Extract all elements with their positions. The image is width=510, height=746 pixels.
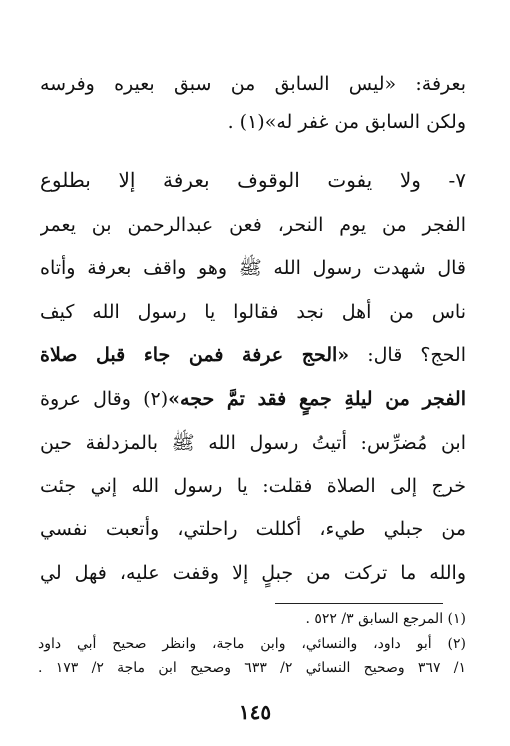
body-line-10: خرج إلى الصلاة فقلت: يا رسول الله إني جئت [40, 475, 466, 497]
body-line-1: بعرفة: «ليس السابق من سبق بعيره وفرسه [40, 73, 466, 95]
body-line-9: ابن مُضرِّس: أتيتُ رسول الله ﷺ بالمزدلفة حين [40, 432, 466, 454]
page-number: ١٤٥ [238, 700, 272, 724]
body-line-4: الفجر من يوم النحر، فعن عبدالرحمن بن يعمر [40, 214, 466, 236]
footnote-2-continued: ١/ ٣٦٧ وصحيح النسائي ٢/ ٦٣٣ وصحيح ابن ماجة ٢/ ١٧٣ . [38, 660, 466, 676]
body-line-2: ولكن السابق من غفر له»(١) . [227, 111, 466, 133]
footnote-1: (١) المرجع السابق ٣/ ٥٢٢ . [305, 611, 466, 627]
body-line-11: من جبلي طيء، أكللت راحلتي، وأتعبت نفسي [40, 518, 466, 540]
body-line-7: الحج؟ قال: «الحج عرفة فمن جاء قبل صلاة [40, 344, 466, 366]
body-line-3: ٧- ولا يفوت الوقوف بعرفة إلا بطلوع [40, 168, 466, 192]
footnote-2: (٢) أبو داود، والنسائي، وابن ماجة، وانظر صحيح أبي داود [38, 636, 466, 652]
footnote-separator [275, 603, 443, 604]
body-line-5: قال شهدت رسول الله ﷺ وهو واقف بعرفة وأتاه [40, 257, 466, 279]
body-line-12: والله ما تركت من جبلٍ إلا وقفت عليه، فهل لي [40, 562, 466, 584]
body-line-8: الفجر من ليلةِ جمعٍ فقد تمَّ حجه»(٢) وقال عروة [40, 388, 466, 410]
body-line-6: ناس من أهل نجد فقالوا يا رسول الله كيف [40, 301, 466, 323]
